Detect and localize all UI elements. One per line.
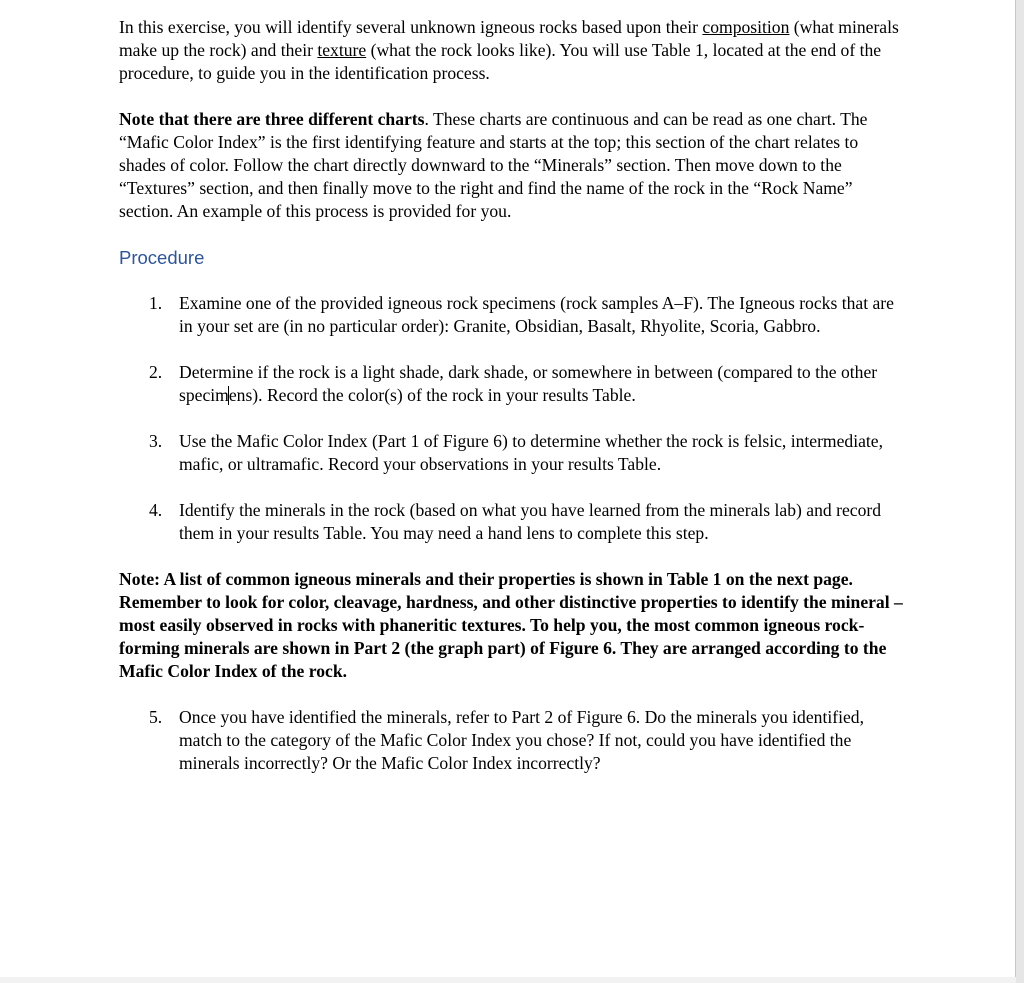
step-number: 1.	[149, 293, 163, 313]
document-page	[119, 16, 909, 798]
procedure-steps-list	[119, 292, 909, 545]
charts-note-text: . These charts are continuous and can be read as one chart. The “Mafic Color Index” is the first identifying feature and starts at the top; this section of the chart relates to shades of color. Follow the chart directly downward to the “Minerals” section. Then move down to the “Textures” section, and then finally move to the right and find the name of the rock in the “Rock Name” section. An example of this process is provided for you.	[119, 109, 868, 221]
procedure-step-1	[119, 292, 909, 338]
step-text: Once you have identified the minerals, refer to Part 2 of Figure 6. Do the minerals you identified, match to the category of the Mafic Color Index you chose? If not, could you have identified the minerals incorrectly? Or the Mafic Color Index incorrectly?	[179, 707, 864, 773]
procedure-heading: Procedure	[119, 247, 205, 268]
step-number: 2.	[149, 362, 163, 382]
charts-note-paragraph	[119, 108, 909, 223]
intro-text-2: (what minerals make up the rock) and their	[119, 17, 899, 60]
step-number: 5.	[149, 707, 163, 727]
document-page-edge	[1015, 0, 1024, 983]
procedure-steps-list-continued	[119, 706, 909, 775]
step-text-before-cursor: Determine if the rock is a light shade, dark shade, or somewhere in between (compared to the other specim	[179, 362, 878, 405]
minerals-note-paragraph: Note: A list of common igneous minerals and their properties is shown in Table 1 on the next page. Remember to look for color, cleavage, hardness, and other distinctive properties to identify the mineral – most easily observed in rocks with phaneritic textures. To help you, the most common igneous rock-forming minerals are shown in Part 2 (the graph part) of Figure 6. They are arranged according to the Mafic Color Index of the rock.	[119, 569, 903, 681]
intro-text-1: In this exercise, you will identify several unknown igneous rocks based upon their	[119, 17, 703, 37]
step-number: 3.	[149, 431, 163, 451]
intro-paragraph	[119, 16, 909, 85]
step-text: Identify the minerals in the rock (based on what you have learned from the minerals lab) and record them in your results Table. You may need a hand lens to complete this step.	[179, 500, 882, 543]
step-text: Use the Mafic Color Index (Part 1 of Figure 6) to determine whether the rock is felsic, intermediate, mafic, or ultramafic. Record your observations in your results Table.	[179, 431, 884, 474]
step-number: 4.	[149, 500, 163, 520]
procedure-step-4	[119, 499, 909, 545]
step-text: Examine one of the provided igneous rock specimens (rock samples A–F). The Igneous rocks that are in your set are (in no particular order): Granite, Obsidian, Basalt, Rhyolite, Scoria, Gabbro.	[179, 293, 894, 336]
document-bottom-edge	[0, 977, 1016, 983]
texture-term: texture	[317, 40, 367, 60]
composition-term: composition	[702, 17, 790, 37]
charts-note-bold: Note that there are three different charts	[119, 109, 425, 129]
procedure-step-3	[119, 430, 909, 476]
procedure-step-2	[119, 361, 909, 407]
intro-text-3: (what the rock looks like). You will use Table 1, located at the end of the procedure, to guide you in the identification process.	[119, 40, 882, 83]
step-text-after-cursor: ens). Record the color(s) of the rock in your results Table.	[228, 385, 636, 405]
procedure-step-5	[119, 706, 909, 775]
